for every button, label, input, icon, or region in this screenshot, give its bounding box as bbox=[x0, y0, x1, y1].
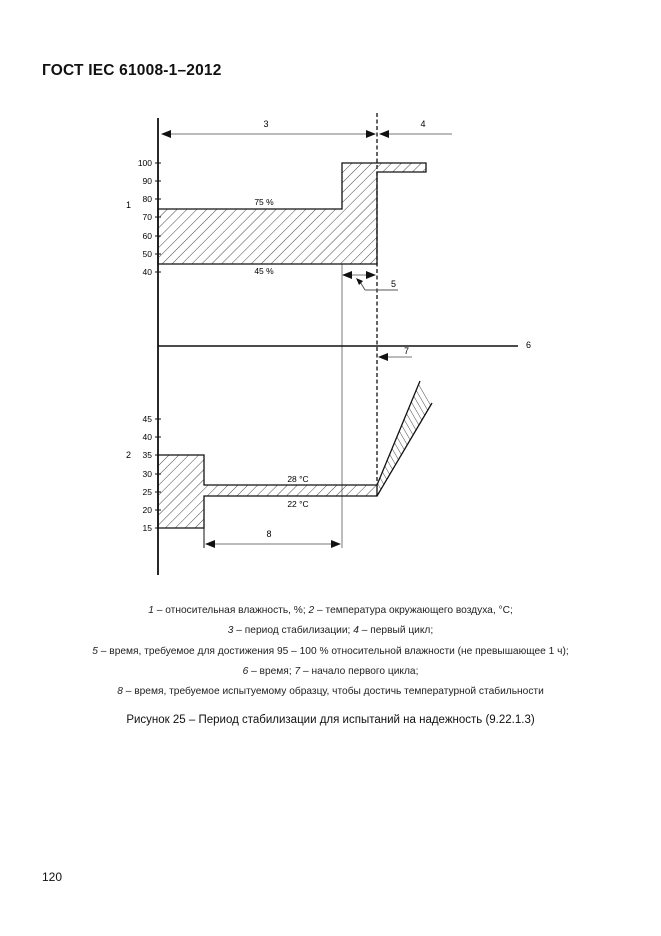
temperature-ramp bbox=[377, 381, 432, 496]
figure-caption: Рисунок 25 – Период стабилизации для испытаний на надежность (9.22.1.3) bbox=[126, 714, 535, 726]
svg-text:4: 4 bbox=[420, 119, 426, 129]
legend-line-2: 3 – период стабилизации; 4 – первый цикл; bbox=[227, 625, 434, 637]
svg-text:40: 40 bbox=[142, 432, 152, 442]
figure-legend bbox=[0, 601, 661, 702]
svg-text:6: 6 bbox=[526, 340, 532, 350]
temperature-band bbox=[158, 455, 377, 528]
svg-text:20: 20 bbox=[142, 505, 152, 515]
svg-text:22 °C: 22 °C bbox=[287, 499, 309, 509]
svg-text:25: 25 bbox=[142, 487, 152, 497]
svg-text:2: 2 bbox=[126, 450, 132, 460]
svg-text:45: 45 bbox=[142, 414, 152, 424]
legend-line-3: 5 – время, требуемое для достижения 95 – 100 % относительной влажности (не превышающее 1 ч); bbox=[92, 645, 569, 657]
document-header: ГОСТ IEC 61008-1–2012 bbox=[42, 62, 222, 79]
humidity-band bbox=[158, 163, 426, 264]
svg-text:50: 50 bbox=[142, 249, 152, 259]
svg-text:5: 5 bbox=[391, 279, 397, 289]
legend-line-4: 6 – время; 7 – начало первого цикла; bbox=[242, 665, 419, 677]
svg-text:40: 40 bbox=[142, 267, 152, 277]
svg-text:60: 60 bbox=[142, 231, 152, 241]
svg-text:75 %: 75 % bbox=[254, 197, 274, 207]
svg-text:28 °C: 28 °C bbox=[287, 474, 309, 484]
svg-text:8: 8 bbox=[266, 529, 272, 539]
svg-text:100: 100 bbox=[137, 158, 152, 168]
legend-line-5: 8 – время, требуемое испытуемому образцу, чтобы достичь температурной стабильности bbox=[117, 686, 544, 698]
svg-text:45 %: 45 % bbox=[254, 266, 274, 276]
svg-text:80: 80 bbox=[142, 194, 152, 204]
svg-text:70: 70 bbox=[142, 212, 152, 222]
svg-text:1: 1 bbox=[126, 200, 132, 210]
legend-line-1: 1 – относительная влажность, %; 2 – температура окружающего воздуха, °C; bbox=[148, 605, 513, 616]
svg-text:35: 35 bbox=[142, 450, 152, 460]
svg-text:7: 7 bbox=[404, 346, 410, 356]
page-number: 120 bbox=[42, 870, 63, 884]
svg-text:30: 30 bbox=[142, 469, 152, 479]
svg-text:90: 90 bbox=[142, 176, 152, 186]
svg-text:15: 15 bbox=[142, 523, 152, 533]
svg-text:3: 3 bbox=[263, 119, 269, 129]
